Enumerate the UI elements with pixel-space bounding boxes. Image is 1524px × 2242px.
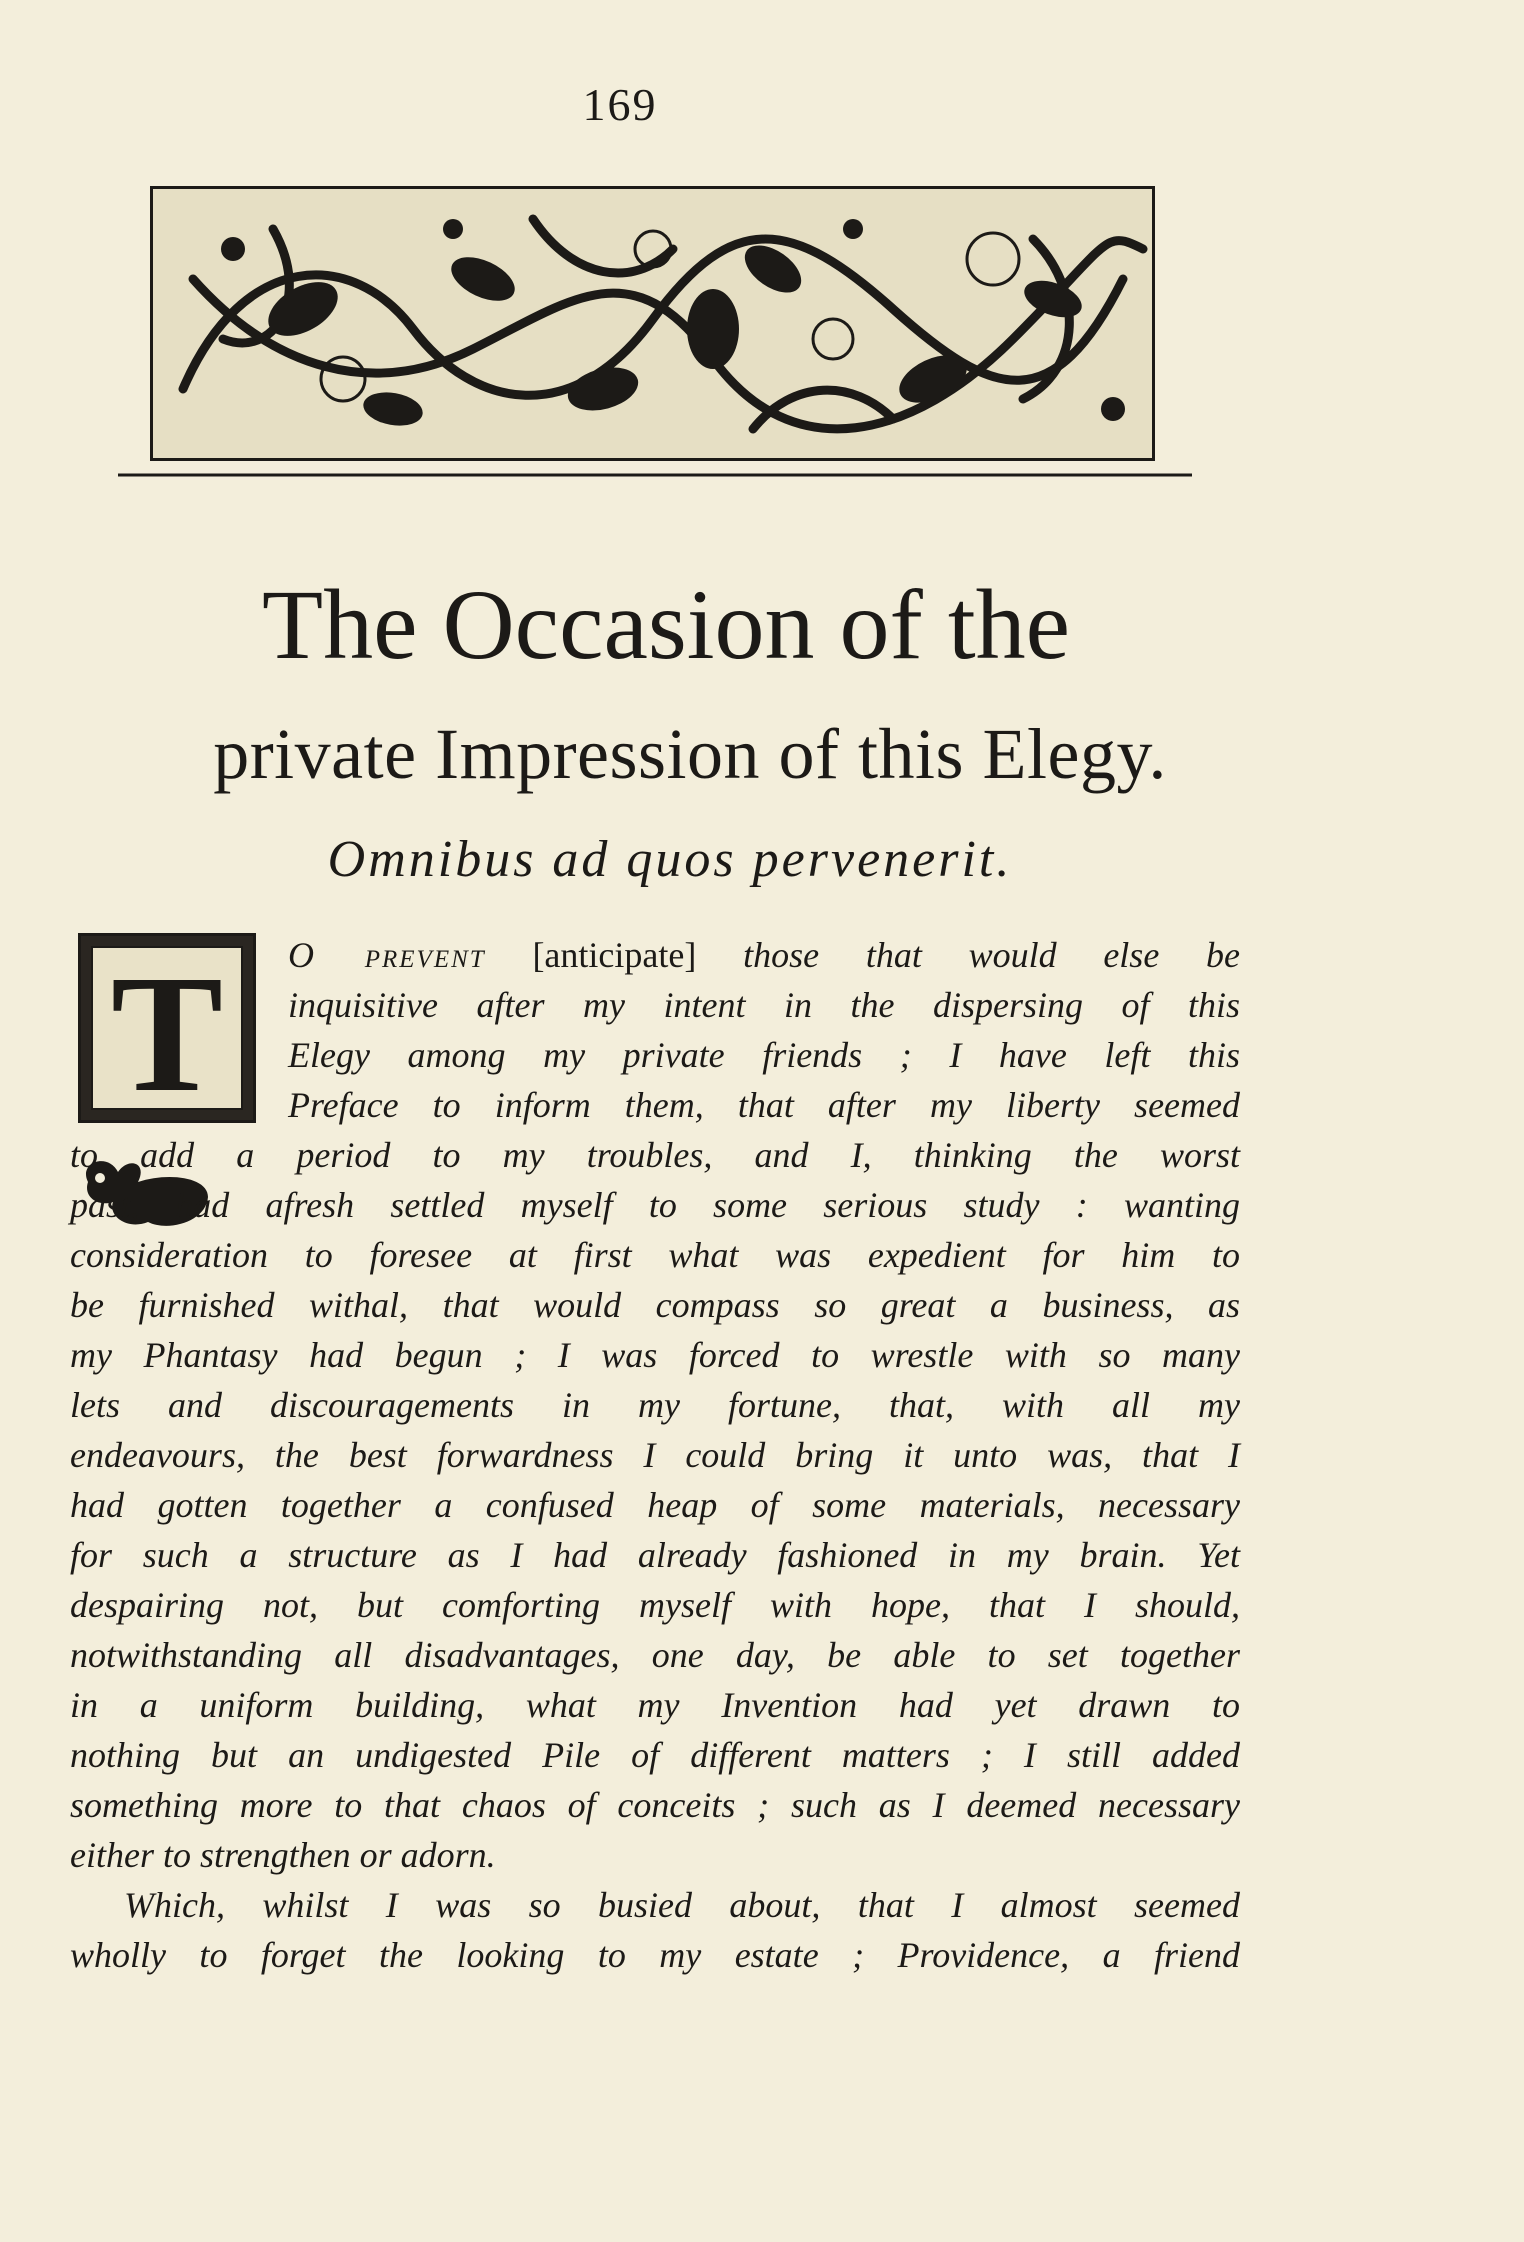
body-line: nothing but an undigested Pile of different matters ; I still added: [70, 1735, 1240, 1775]
page-number: 169: [582, 79, 658, 130]
body-line: past, had afresh settled myself to some serious study : wanting: [70, 1185, 1240, 1225]
body-line: consideration to foresee at first what was expedient for him to: [70, 1235, 1240, 1275]
body-line: be furnished withal, that would compass so great a business, as: [70, 1285, 1240, 1325]
body-line: something more to that chaos of conceits ; such as I deemed necessary: [70, 1785, 1240, 1825]
body-line: for such a structure as I had already fashioned in my brain. Yet: [70, 1535, 1240, 1575]
ornamental-headpiece: [150, 186, 1155, 461]
body-line: Preface to inform them, that after my liberty seemed: [288, 1085, 1240, 1125]
first-words-smallcaps: O prevent: [288, 935, 486, 975]
drop-cap: [78, 933, 256, 1123]
body-line: Which, whilst I was so busied about, that I almost seemed: [124, 1885, 1240, 1925]
body-line: despairing not, but comforting myself with hope, that I should,: [70, 1585, 1240, 1625]
body-line: endeavours, the best forwardness I could bring it unto was, that I: [70, 1435, 1240, 1475]
body-line: to add a period to my troubles, and I, thinking the worst: [70, 1135, 1240, 1175]
motto: Omnibus ad quos pervenerit.: [327, 831, 1013, 888]
floral-scroll-icon: [153, 189, 1153, 459]
headpiece-rule: [118, 470, 1192, 480]
body-line: Elegy among my private friends ; I have left this: [288, 1035, 1240, 1075]
drop-cap-letter: T: [110, 941, 224, 1123]
body-line: inquisitive after my intent in the dispersing of this: [288, 985, 1240, 1025]
title-text-1: The Occasion of the: [262, 569, 1071, 680]
body-line: had gotten together a confused heap of some materials, necessary: [70, 1485, 1240, 1525]
body-line: wholly to forget the looking to my estate ; Providence, a friend: [70, 1935, 1240, 1975]
body-line: lets and discouragements in my fortune, that, with all my: [70, 1385, 1240, 1425]
title-line-2: private Impression of this Elegy.: [213, 714, 1167, 794]
body-line: my Phantasy had begun ; I was forced to wrestle with so many: [70, 1335, 1240, 1375]
body-line: [288, 930, 1240, 980]
first-line-rest: those that would else be: [743, 935, 1241, 975]
body-line: either to strengthen or adorn.: [70, 1835, 496, 1875]
body-line: in a uniform building, what my Invention had yet drawn to: [70, 1685, 1240, 1725]
body-line: notwithstanding all disadvantages, one day, be able to set together: [70, 1635, 1240, 1675]
bracket-gloss: [anticipate]: [532, 935, 697, 975]
